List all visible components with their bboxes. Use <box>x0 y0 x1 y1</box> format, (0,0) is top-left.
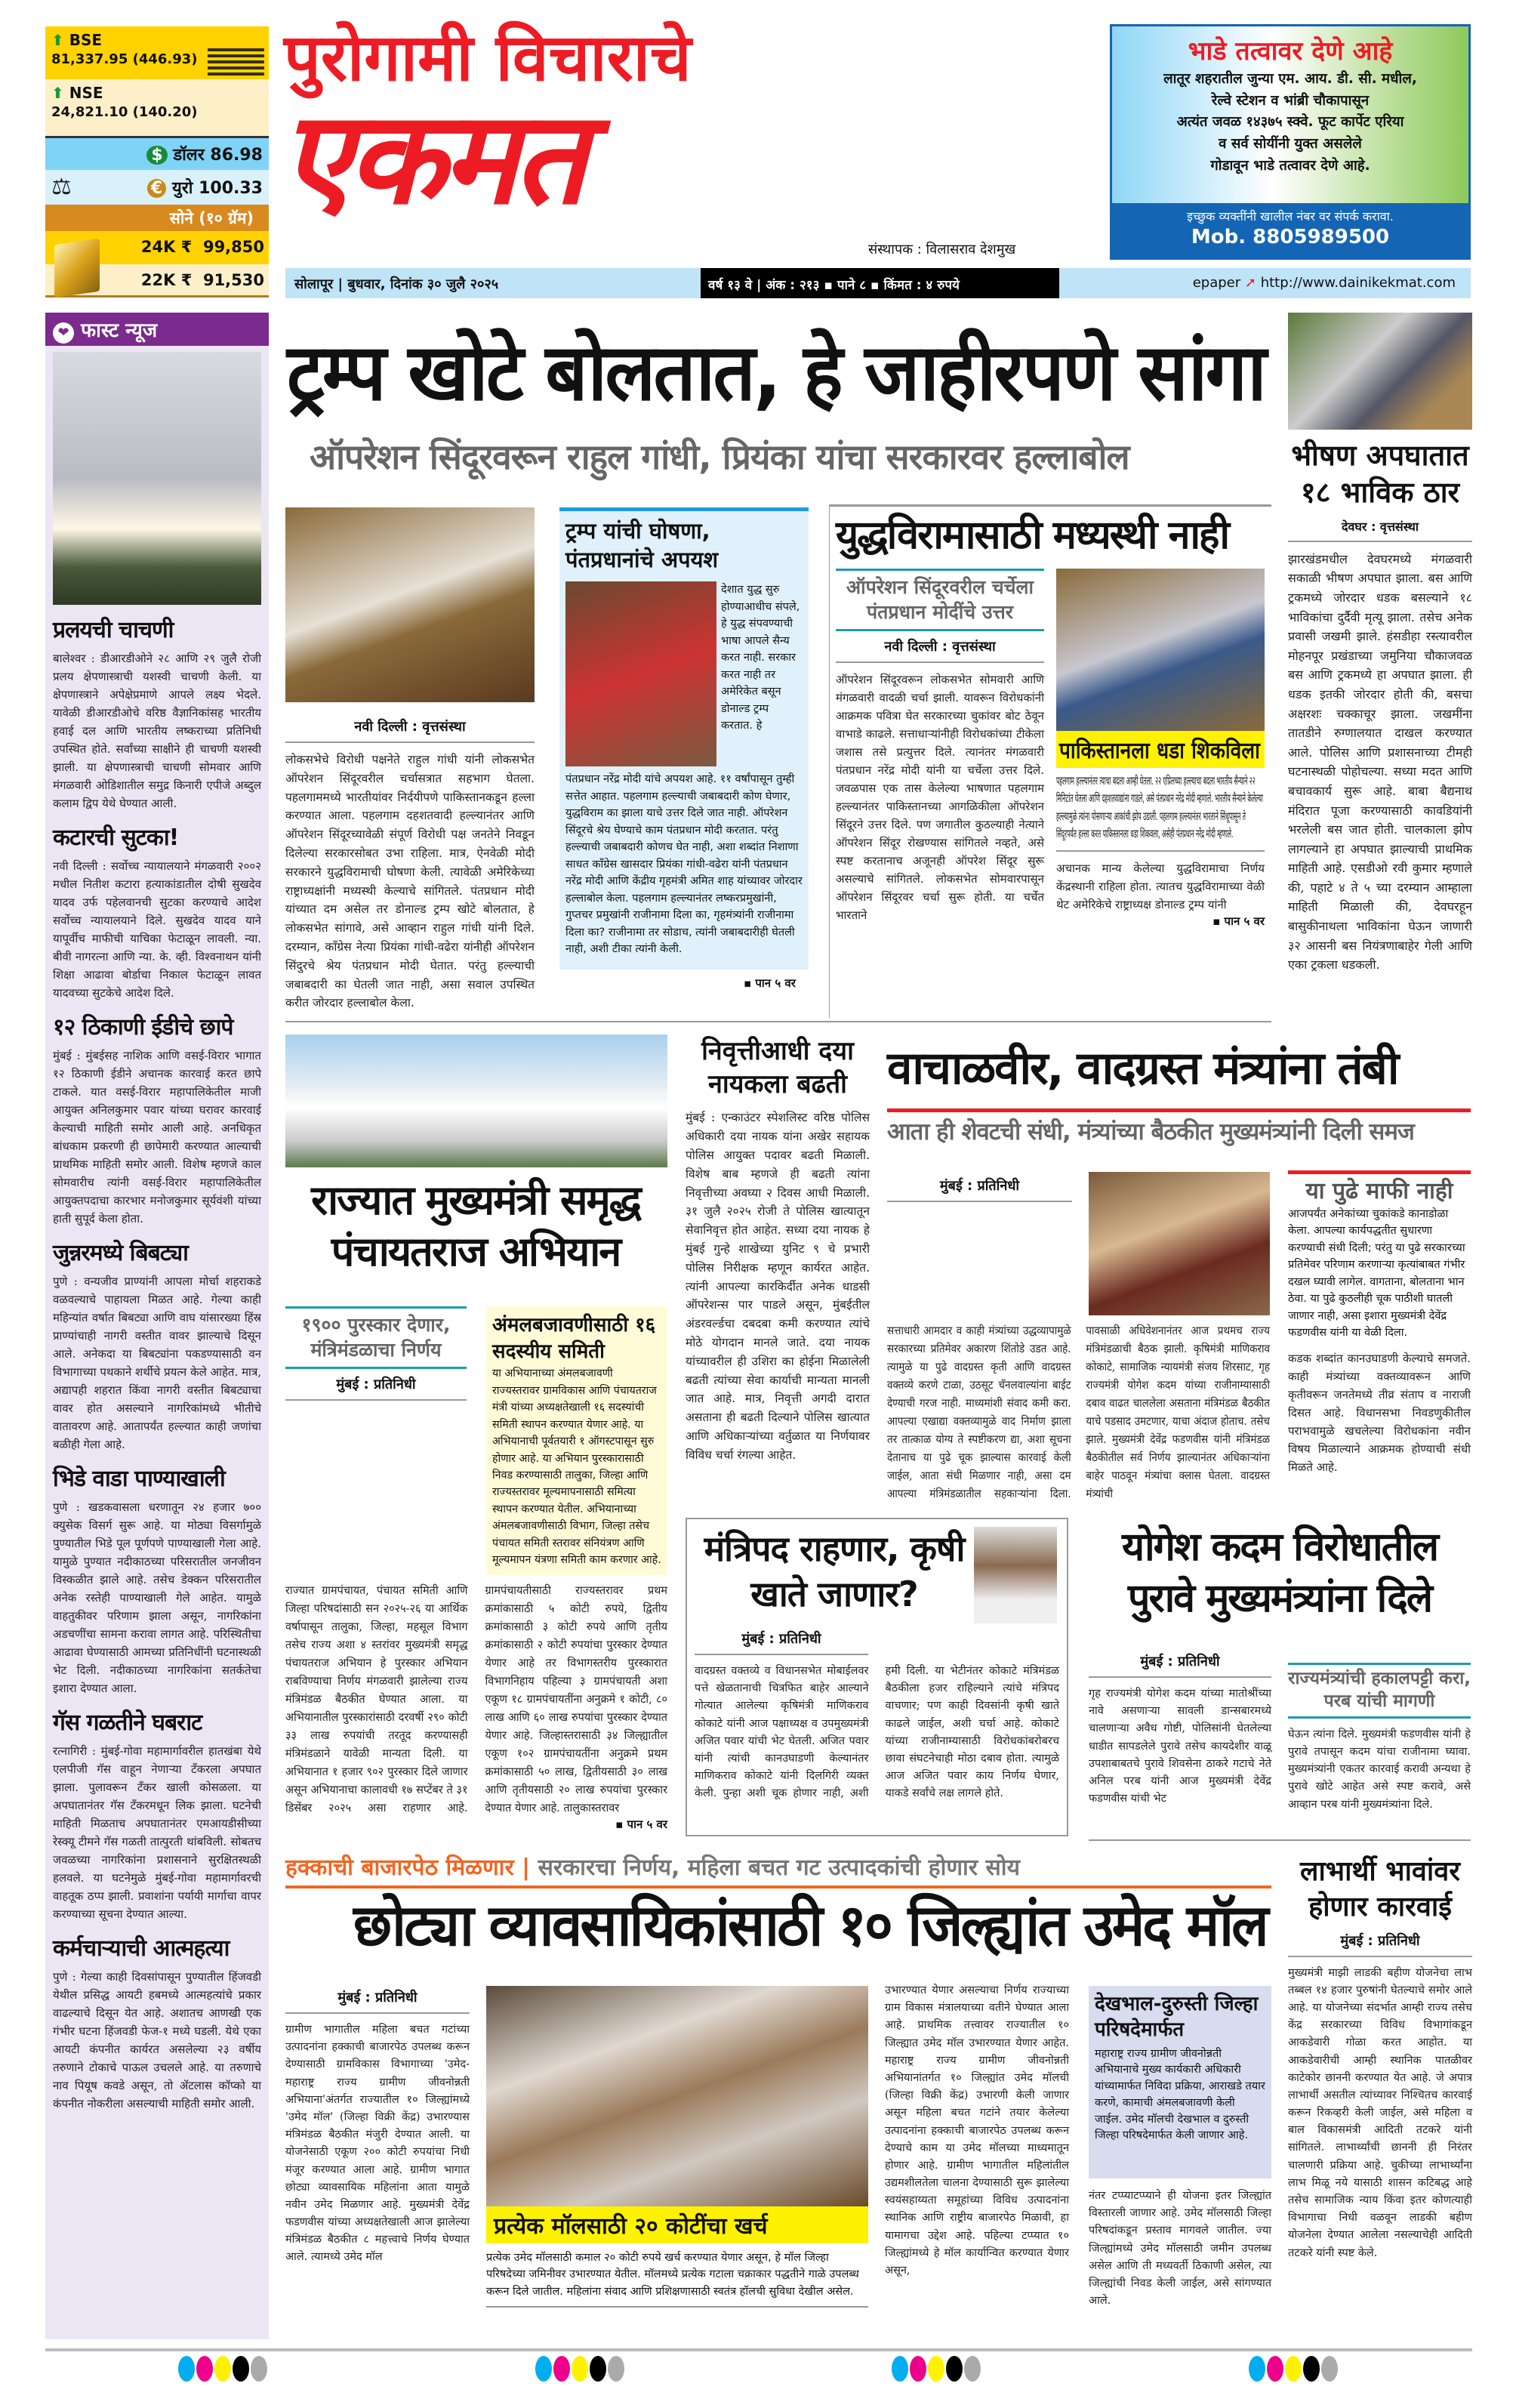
panchayat-article <box>285 1306 667 1832</box>
mall-headline: छोट्या व्यावसायिकांसाठी १० जिल्ह्यांत उमेद मॉल <box>353 1892 1267 1959</box>
fast-news-text: नवी दिल्ली : सर्वोच्च न्यायालयाने मंगळवारी २००२ मधील नितीश कटारा हत्याकांडातील दोषी सुखदेव यादव उर्फ पहेलवानची सुटका करण्याचे आदेश सर्वोच्च न्यायालयाने दिले. सुखदेव यादव याने यापूर्वीच माफीची याचिका फेटाळून लावली. न्या. बीवी नागरत्ना आणि न्या. के. व्ही. विश्वनाथन यांनी शिक्षा आढावा बोर्डाचा निकाल फेटाळून लावत यादवच्या सुटकेचे आदेश दिले. <box>53 859 261 1000</box>
orange-rule <box>285 1885 1271 1888</box>
ministers-headline: वाचाळवीर, वादग्रस्त मंत्र्यांना तंबी <box>887 1042 1398 1095</box>
gold-bar-icon <box>54 239 100 298</box>
nse-block <box>45 79 269 138</box>
classified-ad <box>1110 24 1471 260</box>
fast-news-header: ❤ फास्ट न्यूज <box>45 313 269 346</box>
kadam-article: मुंबई : प्रतिनिधी गृह राज्यमंत्री योगेश कदम यांच्या मातोश्रींच्या नावे असणाऱ्या सावली डान्सबारमध्ये चालणाऱ्या अवैध गोष्टी, पोलिसांनी घेतलेल्या धाडीत सापडलेले पुरावे तसेच कायदेशीर वाळू उपशाबाबतचे पुरावे शिवसेना ठाकरे गटाचे नेते अनिल परब यांनी आज मुख्यमंत्री देवेंद्र फडणवीस यांची भेट राज्यमंत्र्यांची हकालपट्टी करा, परब यांची मागणी घेऊन त्यांना दिले. मुख्यमंत्री फडणवीस यांनी हे पुरावे तपासून कदम यांचा राजीनामा घ्यावा. मुख्यमंत्र्यांनी एकतर कारवाई करावी अन्यथा हे पुरावे खोटे आहेत असे स्पष्ट करावे, असे आव्हान परब यांनी मुख्यमंत्र्यांना दिले. <box>1089 1646 1471 1814</box>
accident-article <box>1288 313 1472 975</box>
ad-lines <box>1112 69 1468 177</box>
no-pardon-box: या पुढे माफी नाही आजपर्यंत अनेकांच्या चुकांकडे कानाडोळा केला. आपल्या कार्यपद्धतीत सुधारणा करण्याची संधी दिली; परंतु या पुढे सरकारच्या प्रतिमेवर परिणाम करणाऱ्या कृत्यांबाबत गंभीर दखल घ्यावी लागेल. वागताना, बोलताना भान ठेवा. या पुढे कुठलीही चूक पाठीशी घातली जाणार नाही, असा इशारा मुख्यमंत्री देवेंद्र फडणवीस यांनी या वेळी दिला. कडक शब्दांत कानउघाडणी केल्याचे समजते. काही मंत्र्यांच्या वक्तव्यावरून आणि कृतीवरून जनतेमध्ये तीव्र संताप व नाराजी दिसत आहे. विधानसभा निवडणुकीतील पराभवामुळे खचलेल्या विरोधकांना नवीन विषय मिळाल्याने आक्रमक होण्याची संधी मिळते आहे. <box>1288 1170 1471 1476</box>
ceasefire-caption: पाकिस्तानला धडा शिकविला <box>1059 738 1260 764</box>
rahul-gandhi-photo <box>285 507 535 702</box>
dollar-value: 86.98 <box>210 146 263 165</box>
accident-photo <box>1288 313 1472 430</box>
ad-contact: इच्छुक व्यक्तींनी खालील नंबर वर संपर्क करावा. Mob. 8805989500 <box>1112 203 1468 257</box>
ad-line: गोडावून भाडे तत्वावर देणे आहे. <box>1210 157 1370 174</box>
missile-photo <box>53 352 261 605</box>
ad-title: भाडे तत्वावर देणे आहे <box>1188 36 1393 66</box>
mall-caption: प्रत्येक मॉलसाठी २० कोटींचा खर्च <box>494 2213 768 2240</box>
fast-news-item <box>53 1013 261 1228</box>
euro-value: 100.33 <box>199 179 263 198</box>
divider <box>1089 1839 1471 1841</box>
nse-label: NSE <box>69 84 103 102</box>
article-body: झारखंडमधील देवघरमध्ये मंगळवारी सकाळी भीषण अपघात झाला. बस आणि ट्रकमध्ये जोरदार धडक बसल्याने १८ भाविकांचा दुर्दैवी मृत्यू झाला. तसेच अनेक प्रवासी जखमी झाले. हंसडीहा रस्त्यावरील मोहनपूर प्रखंडाच्या जमुनिया चौकाजवळ बस आणि ट्रकमध्ये हा अपघात झाला. ही धडक इतकी जोरदार होती की, बसचा अक्षरशः चक्काचूर झाला. जखमींना तातडीने रुग्णालयात दाखल करण्यात आले. पोलिस आणि प्रशासनाच्या टीमही घटनास्थळी पोहोचल्या. सध्या मदत आणि बचावकार्य सुरू आहे. बाबा बैद्यनाथ मंदिरात पूजा करण्यासाठी कावडियांनी भरलेली बस जात होती. चालकाला झोप लागल्याने हा अपघात झाल्याची प्राथमिक माहिती आहे. एसडीओ रवी कुमार म्हणाले की, पहाटे ४ ते ५ च्या दरम्यान आम्हाला माहिती मिळाली की, देवघरहून बासुकीनाथला भाविकांना घेऊन जाणारी ३२ आसनी बस नियंत्रणाबाहेर गेली आणि एका ट्रकला धडकली. <box>1288 551 1472 973</box>
dollar-icon: $ <box>146 146 167 165</box>
issue-bar <box>701 268 1059 298</box>
article-body: मुख्यमंत्री माझी लाडकी बहीण योजनेचा लाभ तब्बल १४ हजार पुरुषांनी घेतल्याचे समोर आले आहे. या योजनेच्या संदर्भात आम्ही राज्य तसेच केंद्र सरकारच्या विविध विभागांकडून आकडेवारी गोळा करत आहोत. या आकडेवारीची आम्ही स्थानिक पातळीवर काटेकोर छाननी करण्यात येत आहे. जे अपात्र लाभार्थी असतील त्यांच्यावर निश्चितच कारवाई करून रिकव्हरी केली जाईल, असे महिला व बाल विकासमंत्री आदिती तटकरे यांनी सांगितले. लाभार्थ्यांची छाननी ही निरंतर चालणारी प्रक्रिया आहे. चुकीच्या लाभार्थ्यांना लाभ मिळू नये यासाठी शासन कटिबद्ध आहे तसेच सामाजिक न्याय किंवा इतर कोणत्याही विभागाचा निधी वळवून लाडकी बहीण योजनेला देण्यात आलेला नसल्याचेही आदिती तटकरे यांनी स्पष्ट केले. <box>1288 1966 1472 2259</box>
footer-rule <box>45 2348 1472 2351</box>
fast-news-text: मुंबई : मुंबईसह नाशिक आणि वसई-विरार भागात १२ ठिकाणी ईडीने अचानक कारवाई करत छापे टाकले. यात वसई-विरार महापालिकेतील माजी आयुक्त अनिलकुमार पवार यांच्या घरावर कारवाई केल्याची माहिती समोर आली आहे. अनधिकृत बांधकाम प्रकरणी ही छापेमारी करण्यात आल्याची प्राथमिक माहिती समोर आली. विशेष म्हणजे काल सोमवारीच त्यांनी वसई-विरार महापालिकेतील आयुक्तपदाचा कारभार मनोजकुमार सूर्यवंशी यांच्या हाती सुपूर्द केला होता. <box>53 1049 261 1226</box>
ladki-bahin-article <box>1288 1855 1472 2262</box>
daya-nayak-article <box>686 1034 870 1465</box>
dateline: मुंबई : प्रतिनिधी <box>887 1170 1072 1202</box>
ad-mobile: Mob. 8805989500 <box>1191 226 1390 248</box>
ceasefire-article: युद्धविरामासाठी मध्यस्थी नाही ऑपरेशन सिंदूरवरील चर्चेला पंतप्रधान मोदींचे उत्तर नवी दिल्ली : वृत्तसंस्था ऑपरेशन सिंदूरवरून लोकसभेत सोमवारी आणि मंगळवारी वादळी चर्चा झाली. यावरून विरोधकांनी आक्रमक पवित्रा घेत सरकारच्या चुकांवर बोट ठेवून वाभाडे काढले. सत्ताधाऱ्यांनीही विरोधकांच्या टीकेला जशास तसे प्रत्युत्तर दिले. त्यानंतर मंगळवारी पंतप्रधान नरेंद्र मोदी यांनी या चर्चेला उत्तर दिले. जवळपास एक तास केलेल्या भाषणात पहलगाम हल्ल्यानंतर पाकिस्तानच्या आगळिकीला ऑपरेशन सिंदूरने उत्तर दिले. पण जगातील कुठल्याही नेत्याने ऑपरेशन सिंदूर रोखण्यास सांगितले नव्हते, असे स्पष्ट करतानाच अजूनही ऑपरेश सिंदूर सुरू असल्याचे सांगितले. लोकसभेत सोमवारपासून ऑपरेशन सिंदूरवर चर्चा सुरू होती. या चर्चेत भारताने पाकिस्तानला धडा शिकविला पहलगाम हल्ल्यानंतर त्याचा बदला आम्ही घेतला. २२ एप्रिलच्या हल्ल्याचा बदला भारतीय सैन्याने २२ मिनिटांत घेतला आणि दहशतवाद्यांना गाडले, असे पंतप्रधान नरेंद्र मोदी म्हणाले. भारतीय सैन्याने केलेल्या हल्ल्यामुळे त्यांना पोसणाऱ्या आकांची झोप उडाली. पहलगाम हल्ल्यानंतर भारताने सिंधूपासून ते सिंदूरपर्यंत हल्ला करत पाकिस्तानला धडा शिकवला, असेही पंतप्रधान नरेंद्र मोदी म्हणाले. अचानक मान्य केलेल्या युद्धविरामाचा निर्णय केंद्रस्थानी राहिला होता. त्यातच युद्धविरामाच्या वेळी थेट अमेरिकेचे राष्ट्राध्यक्ष डोनाल्ड ट्रम्प यांनी ▪ पान ५ वर <box>829 504 1271 1018</box>
euro-block <box>45 170 269 205</box>
committee-box: अंमलबजावणीसाठी १६ सदस्यीय समिती या अभियानाच्या अंमलबजावणी राज्यस्तरावर ग्रामविकास आणि पंचायतराज मंत्री यांच्या अध्यक्षतेखाली १६ सदस्यांची समिती स्थापन करण्यात येणार आहे. या अभियानाची पूर्वतयारी १ ऑगस्टपासून सुरु होणार आहे. या अभियान पुरस्कारासाठी निवड करण्यासाठी तालुका, जिल्हा आणि राज्यस्तरावर मूल्यमापनासाठी समित्या स्थापन करण्यात येतील. अभियानाच्या अंमलबजावणीसाठी विभाग, जिल्हा तसेच पंचायत समिती स्तरावर संनियंत्रण आणि मूल्यमापन यंत्रणा समिती काम करणार आहे. <box>486 1306 667 1575</box>
dateline: मुंबई : प्रतिनिधी <box>285 1982 470 2014</box>
fadnavis-photo <box>1089 1172 1270 1315</box>
priyanka-side-text: देशात युद्ध सुरु होण्याआधीच संपले, हे युद्ध संपवण्याची भाषा आपले सैन्य करत नाही. सरकार करत नाही तर अमेरिकेत बसून डोनाल्ड ट्रम्प करतात. हे <box>721 584 800 732</box>
dateline: मुंबई : प्रतिनिधी <box>695 1623 868 1655</box>
mall-kicker: हक्काची बाजारपेठ मिळणार | सरकारचा निर्णय, महिला बचत गट उत्पादकांची होणार सोय <box>285 1855 1020 1881</box>
mall-article: मुंबई : प्रतिनिधी ग्रामीण भागातील महिला बचत गटांच्या उत्पादनांना हक्काची बाजारपेठ उपलब्ध करून देण्यासाठी ग्रामविकास विभागाच्या 'उमेद-महाराष्ट्र राज्य ग्रामीण जीवनोन्नती अभियाना'अंतर्गत राज्यातील १० जिल्ह्यांमध्ये 'उमेद मॉल' (जिल्हा विक्री केंद्र) उभारण्यास मंत्रिमंडळ बैठकीत मंजुरी देण्यात आली. या योजनेसाठी एकूण २०० कोटी रुपयांचा निधी मंजूर करण्यात आला आहे. ग्रामीण भागात छोट्या व्यावसायिक महिलांना आता यामुळे नवीन उमेद मिळणार आहे. मुख्यमंत्री देवेंद्र फडणवीस यांच्या अध्यक्षतेखाली आज झालेल्या मंत्रिमंडळ बैठकीत ८ महत्त्वाचे निर्णय घेण्यात आले. त्यामध्ये उमेद मॉल प्रत्येक मॉलसाठी २० कोटींचा खर्च प्रत्येक उमेद मॉलसाठी कमाल २० कोटी रुपये खर्च करण्यात येणार असून, हे मॉल जिल्हा परिषदेच्या जमिनीवर उभारण्यात येतील. मॉलमध्ये प्रत्येक गटाला चक्राकार पद्धतीने गाळे उपलब्ध करून दिले जातील. महिलांना संवाद आणि प्रशिक्षणासाठी स्वतंत्र हॉलची सुविधा देखील असेल. उभारण्यात येणार असल्याचा निर्णय राज्याच्या ग्राम विकास मंत्रालयाच्या वतीने घेण्यात आला आहे. प्राथमिक तत्त्वावर राज्यातील १० जिल्ह्यात उमेद मॉल उभारण्यात येणार आहेत. महाराष्ट्र राज्य ग्रामीण जीवनोन्नती अभियानांतर्गत १० जिल्ह्यांत उमेद मॉलची (जिल्हा विक्री केंद्र) उभारणी केली जाणार असून महिला बचत गटांने तयार केलेल्या उत्पादनांना हक्काची बाजारपेठ उपलब्ध करून देण्याचे काम या उमेद मॉलच्या माध्यमातून होणार आहे. ग्रामीण भागातील महिलांतील उद्यमशीलतेला चालना देण्यासाठी सुरू झालेल्या स्वयंसहाय्यता समूहांच्या विविध उत्पादनांना स्थानिक आणि राष्ट्रीय बाजारपेठ मिळावी, हा यामागचा उद्देश आहे. पहिल्या टप्प्यात १० जिल्ह्यांमध्ये हे मॉल कार्यान्वित करण्यात येणार असून, देखभाल-दुरुस्ती जिल्हा परिषदेमार्फत महाराष्ट्र राज्य ग्रामीण जीवनोन्नती अभियानाचे मुख्य कार्यकारी अधिकारी यांच्यामार्फत निविदा प्रक्रिया, आराखडे तयार करणे, कामाची अंमलबजावणी केली जाईल. उमेद मॉलची देखभाल व दुरुस्ती जिल्हा परिषदेमार्फत केली जाणार आहे. नंतर टप्प्याटप्प्याने ही योजना इतर जिल्ह्यांत विस्तारली जाणार आहे. उमेद मॉलसाठी जिल्हा परिषदांकडून प्रस्ताव मागवले जातील. ज्या जिल्ह्यांमध्ये उमेद मॉलसाठी जमीन उपलब्ध असेल आणि ती मध्यवर्ती ठिकाणी असेल, त्या जिल्ह्यांची निवड केली जाईल, असे सांगण्यात आले. <box>285 1982 1271 2337</box>
modi-photo <box>1056 569 1265 731</box>
kokate-headline: मंत्रिपद राहणार, कृषी खाते जाणार? <box>704 1528 965 1614</box>
fast-news-item <box>53 1708 261 1923</box>
fast-news-text: पुणे : खडकवासला धरणातून २४ हजार ७०० क्युसेक विसर्ग सुरू आहे. या मोठ्या विसर्गामुळे पुण्यातील भिडे पूल पूर्णपणे पाण्याखाली गेला आहे. यामुळे पुण्यात नदीकाठच्या परिसरातील जनजीवन विस्कळीत झाले आहे. तसेच डेक्कन परिसरातील अनेक रस्तेही पाण्याखाली गेले आहेत. यामुळे वाहतुकीवर परिणाम झाला असून, नागरिकांना अडचणींचा सामना करावा लागत आहे. परिस्थितीचा आढावा घेण्यासाठी आमच्या प्रतिनिधींनी घटनास्थळी भेट दिली. नदीकाठच्या नागरिकांना सतर्कतेचा इशारा देण्यात आला. <box>53 1500 261 1695</box>
divider <box>1056 850 1265 852</box>
gold-24k-value: 99,850 <box>202 238 264 256</box>
article-body: गृह राज्यमंत्री योगेश कदम यांच्या मातोश्रींच्या नावे असणाऱ्या सावली डान्सबारमध्ये चालणाऱ्या अवैध गोष्टी, पोलिसांनी घेतलेल्या धाडीत सापडलेले पुरावे तसेच कायदेशीर वाळू उपशाबाबतचे पुरावे शिवसेना ठाकरे गटाचे नेते अनिल परब यांनी आज मुख्यमंत्री देवेंद्र फडणवीस यांची भेट <box>1089 1688 1271 1805</box>
dateline: देवघर : वृत्तसंस्था <box>1288 512 1472 542</box>
fast-news-item <box>53 615 261 812</box>
article-body: ऑपरेशन सिंदूरवरून लोकसभेत सोमवारी आणि मंगळवारी वादळी चर्चा झाली. यावरून विरोधकांनी आक्रमक पवित्रा घेत सरकारच्या चुकांवर बोट ठेवून वाभाडे काढले. सत्ताधाऱ्यांनीही विरोधकांच्या टीकेला जशास तसे प्रत्युत्तर दिले. त्यानंतर मंगळवारी पंतप्रधान नरेंद्र मोदी यांनी या चर्चेला उत्तर दिले. जवळपास एक तास केलेल्या भाषणात पहलगाम हल्ल्यानंतर पाकिस्तानच्या आगळिकीला ऑपरेशन सिंदूरने उत्तर दिले. पण जगातील कुठल्याही नेत्याने ऑपरेशन सिंदूर रोखण्यास सांगितले नव्हते, असे स्पष्ट करतानाच अजूनही ऑपरेश सिंदूर सुरू असल्याचे सांगितले. लोकसभेत सोमवारपासून ऑपरेशन सिंदूरवर चर्चा सुरू होती. या चर्चेत भारताने <box>836 673 1044 922</box>
date-bar <box>285 268 1471 298</box>
cursor-icon: ➚ <box>1244 275 1256 291</box>
masthead-tagline: पुरोगामी विचाराचे <box>284 20 692 96</box>
market-box <box>45 26 269 298</box>
fast-news-title: जुन्नरमध्ये बिबट्या <box>53 1240 188 1266</box>
article-body: सत्ताधारी आमदार व काही मंत्र्यांच्या उद्धव्यापामुळे सरकारच्या प्रतिमेवर अकारण शिंतोडे उडत आहे. त्यामुळे या पुढे वादग्रस्त कृती आणि वादग्रस्त वक्तव्ये करणे टाळा, उठसूट चॅनलवाल्यांना बाईट देण्याची गरज नाही. माध्यमांशी संवाद कमी करा. आपल्या एखाद्या वक्तव्यामुळे वाद निर्माण झाला तर तात्काळ योग्य ते स्पष्टीकरण द्या, अशा सूचना देतानाच या पुढे चूक झाल्यास कारवाई केली जाईल, आता संधी मिळणार नाही, असा दम आपल्या मंत्रिमंडळातील सहकाऱ्यांना दिला. पावसाळी अधिवेशनानंतर आज प्रथमच राज्य मंत्रिमंडळाची बैठक झाली. कृषिमंत्री माणिकराव कोकाटे, सामाजिक न्यायमंत्री संजय शिरसाट, गृह राज्यमंत्री योगेश कदम यांच्या राजीनाम्यासाठी दबाव वाढत चाललेला असताना मंत्रिमंडळ बैठकीत याचे पडसाद उमटणार, याचा अंदाज होताच. तसेच झाले. मुख्यमंत्री देवेंद्र फडणवीस यांनी मंत्रिमंडळ बैठकीतील सर्व निर्णय झाल्यानंतर अधिकाऱ्यांना बाहेर पाठवून मंत्र्यांचा क्लास घेतला. वादग्रस्त मंत्र्यांची <box>887 1324 1270 1500</box>
lokmat-logo-icon: ❤ <box>53 322 74 344</box>
article-body: राज्यात ग्रामपंचायत, पंचायत समिती आणि जिल्हा परिषदांसाठी सन २०२५-२६ या आर्थिक वर्षापासून तालुका, जिल्हा, महसूल विभाग तसेच राज्य अशा ४ स्तरांवर मुख्यमंत्री समृद्ध पंचायतराज अभियान हे पुरस्कार अभियान राबविण्याचा निर्णय मंगळवारी झालेल्या राज्य मंत्रिमंडळ बैठकीत घेण्यात आला. या अभियानातील पुरस्कारांसाठी दरवर्षी २९० कोटी ३३ लाख रुपयांची तरतूद करण्यासही मंत्रिमंडळाने यावेळी मान्यता दिली. या अभियानात १ हजार ९०२ पुरस्कार दिले जाणार असून अभियानाचा कालावधी १७ सप्टेंबर ते ३१ डिसेंबर २०२५ असा राहणार आहे. ग्रामपंचायतीसाठी राज्यस्तरावर प्रथम क्रमांकासाठी ५ कोटी रुपये, द्वितीय क्रमांकासाठी ३ कोटी रुपये आणि तृतीय क्रमांकासाठी २ कोटी रुपयांचा पुरस्कार देण्यात येणार आहे तर विभागस्तरीय पुरस्कारात विभागनिहाय पहिल्या ३ ग्रामपंचायती अशा एकूण १८ ग्रामपंचायतींना अनुक्रमे १ कोटी, ८० लाख आणि ६० लाख रुपयांचा पुरस्कार देण्यात येणार आहे. जिल्हास्तरासाठी ३४ जिल्ह्यातील एकूण १०२ ग्रामपंचायतींना अनुक्रमे प्रथम क्रमांकासाठी ५० लाख, द्वितीयसाठी ३० लाख आणि तृतीयसाठी २० लाख रुपयांचा पुरस्कार देण्यात येणार आहे. तालुकास्तरावर <box>285 1583 667 1814</box>
ceasefire-headline: युद्धविरामासाठी मध्यस्थी नाही <box>836 513 1228 558</box>
kadam-headline: योगेश कदम विरोधातील पुरावे मुख्यमंत्र्यांना दिले <box>1121 1525 1438 1621</box>
fast-news-item <box>53 1934 261 2113</box>
divider <box>285 1021 1271 1022</box>
fast-news-item <box>53 823 261 1002</box>
gold-header: सोने (१० ग्रॅम) <box>45 205 269 231</box>
ministers-article <box>887 1170 1471 1503</box>
color-dots-icon <box>535 2356 626 2385</box>
epaper-link[interactable]: epaper ➚ http://www.dainikekmat.com <box>1192 275 1456 291</box>
fast-news-title: कटारची सुटका! <box>53 825 179 851</box>
issue-info: वर्ष १३ वे | अंक : २१३ ▪ पाने ८ ▪ किंमत : ४ रुपये <box>708 278 960 293</box>
mall-photo <box>486 1986 868 2206</box>
bse-value: 81,337.95 (446.93) <box>51 51 198 67</box>
euro-icon: € <box>147 179 166 198</box>
ladki-headline: लाभार्थी भावांवर होणार कारवाई <box>1300 1856 1460 1922</box>
edition-date: सोलापूर | बुधवार, दिनांक ३० जुलै २०२५ <box>294 276 499 292</box>
kokate-article <box>686 1518 1068 1836</box>
priyanka-body: पंतप्रधान नरेंद्र मोदी यांचे अपयश आहे. ११ वर्षांपासून तुम्ही सत्तेत आहात. पहलगाम हल्ल्याची जबाबदारी कोण घेणार, युद्धविराम का झाला याचे उत्तर दिले जात नाही. ऑपरेशन सिंदूरचे श्रेय घेण्याचे काम पंतप्रधान मोदी करतात. परंतु हल्ल्याची जबाबदारी कोणच घेत नाही, अशा शब्दांत निशाणा साधत कॉंग्रेस खासदार प्रियंका गांधी-वढेरा यांनी पंतप्रधान नरेंद्र मोदी आणि केंद्रीय गृहमंत्री अमित शाह यांच्यावर जोरदार हल्लाबोल केला. पहलगाम हल्ल्यानंतर लष्करप्रमुखांनी, गुप्तचर प्रमुखांनी राजीनामा दिला का, गृहमंत्र्यांनी राजीनामा दिला का? राजीनामा तर सोडाच, त्यांनी जबाबदारीही घेतली नाही, अशी टीका त्यांनी केली. <box>565 773 803 956</box>
ceasefire-side-text: पहलगाम हल्ल्यानंतर त्याचा बदला आम्ही घेतला. २२ एप्रिलच्या हल्ल्याचा बदला भारतीय सैन्याने २२ मिनिटांत घेतला आणि दहशतवाद्यांना गाडले, असे पंतप्रधान नरेंद्र मोदी म्हणाले. भारतीय सैन्याने केलेल्या हल्ल्यामुळे त्यांना पोसणाऱ्या आकांची झोप उडाली. पहलगाम हल्ल्यानंतर भारताने सिंधूपासून ते सिंदूरपर्यंत हल्ला करत पाकिस्तानला धडा शिकवला, असेही पंतप्रधान नरेंद्र मोदी म्हणाले. <box>1056 774 1263 840</box>
color-dots-icon <box>1249 2356 1339 2385</box>
continued-link[interactable]: ▪ पान ५ वर <box>744 976 796 990</box>
daya-headline: निवृत्तीआधी दया नायकला बढती <box>701 1036 854 1100</box>
kokate-photo <box>974 1527 1057 1623</box>
priyanka-box <box>559 507 809 970</box>
fast-news-text: बालेश्वर : डीआरडीओने २८ आणि २९ जुलै रोजी प्रलय क्षेपणास्त्राची यशस्वी चाचणी केली. या क्षेपणास्त्राने अपेक्षेप्रमाणे आपले लक्ष्य भेदले. यावेळी डीआरडीओचे वरिष्ठ वैज्ञानिकांसह भारतीय हवाई दल आणि भारतीय लष्कराच्या प्रतिनिधी उपस्थित होते. सर्वांच्या साक्षीने ही चाचणी यशस्वी झाली. या क्षेपणास्त्राची चाचणी सोमवार आणि मंगळवारी ओडिशातील समुद्र किनारी एपीजे अब्दुल कलाम द्विप येथे घेण्यात आली. <box>53 652 261 810</box>
fast-news-title: कर्मचाऱ्याची आत्महत्या <box>53 1935 230 1962</box>
dateline: मुंबई : प्रतिनिधी <box>1089 1646 1271 1678</box>
gold-22k: 22K ₹ 91,530 <box>45 264 269 298</box>
ceasefire-subhead: ऑपरेशन सिंदूरवरील चर्चेला पंतप्रधान मोदींचे उत्तर <box>836 569 1044 631</box>
ministers-subhead: आता ही शेवटची संधी, मंत्र्यांच्या बैठकीत मुख्यमंत्र्यांनी दिली समज <box>887 1118 1414 1145</box>
red-rule <box>887 1108 1471 1112</box>
article-body: लोकसभेचे विरोधी पक्षनेते राहुल गांधी यांनी लोकसभेत ऑपरेशन सिंदूरवरील चर्चासत्रात सहभाग घेतला. पहलगाममध्ये भारतीयांवर निर्दयीपणे पाकिस्तानकडून हल्ला करण्यात आला. पहलगाम दहशतवादी हल्ल्यानंतर आणि ऑपरेशन सिंदूरच्यावेळी संपूर्ण विरोधी पक्ष जनतेने निवडून दिलेल्या सरकारसोबत उभा राहिला. मात्र, ऐनवेळी मोदी सरकारने युद्धविरामाची घोषणा केली. त्यावेळी अमेरिकेच्या राष्ट्राध्यक्षांनी मध्यस्थी केल्याचे सांगितले. पंतप्रधान मोदी यांच्यात दम असेल तर डोनाल्ड ट्रम्प खोटे बोलतात, हे लोकसभेत सांगावे, असे आव्हान राहुल गांधी यांनी दिले. दरम्यान, कॉंग्रेस नेत्या प्रियंका गांधी-वढेरा यांनीही ऑपरेशन सिंदुरचे श्रेय पंतप्रधान मोदी घेतात. परंतु हल्ल्याची जबाबदारी का घेतली जात नाही, असा सवाल उपस्थित करीत जोरदार हल्लाबोल केला. <box>285 753 535 1010</box>
fast-news-title: गॅस गळतीने घबराट <box>53 1710 202 1736</box>
registration-marks <box>45 2356 1472 2385</box>
mantralaya-photo <box>285 1034 667 1167</box>
panchayat-headline: राज्यात मुख्यमंत्री समृद्ध पंचायतराज अभियान <box>311 1176 640 1275</box>
dateline: मुंबई : प्रतिनिधी <box>285 1369 467 1401</box>
lead-article <box>285 507 535 1013</box>
dateline: नवी दिल्ली : वृत्तसंस्था <box>285 711 535 743</box>
article-body: ग्रामीण भागातील महिला बचत गटांच्या उत्पादनांना हक्काची बाजारपेठ उपलब्ध करून देण्यासाठी ग्रामविकास विभागाच्या 'उमेद-महाराष्ट्र राज्य ग्रामीण जीवनोन्नती अभियाना'अंतर्गत राज्यातील १० जिल्ह्यांमध्ये 'उमेद मॉल' (जिल्हा विक्री केंद्र) उभारण्यास मंत्रिमंडळ बैठकीत मंजुरी देण्यात आली. या योजनेसाठी एकूण २०० कोटी रुपयांचा निधी मंजूर करण्यात आला आहे. ग्रामीण भागात छोट्या व्यावसायिक महिलांना आता यामुळे नवीन उमेद मिळणार आहे. मुख्यमंत्री देवेंद्र फडणवीस यांच्या अध्यक्षतेखाली आज झालेल्या मंत्रिमंडळ बैठकीत ८ महत्त्वाचे निर्णय घेण्यात आले. त्यामध्ये उमेद मॉल <box>285 2024 470 2264</box>
dateline: नवी दिल्ली : वृत्तसंस्था <box>836 631 1044 663</box>
article-body: मुंबई : एन्काउंटर स्पेशलिस्ट वरिष्ठ पोलिस अधिकारी दया नायक यांना अखेर सहायक पोलिस आयुक्त पदावर बढती मिळाली. विशेष बाब म्हणजे ही बढती त्यांना निवृत्तीच्या अवघ्या २ दिवस आधी मिळाली. ३१ जुलै २०२५ रोजी ते पोलिस खात्यातून सेवानिवृत्त होत आहेत. सध्या दया नायक हे मुंबई गुन्हे शाखेच्या युनिट ९ चे प्रभारी पोलिस निरीक्षक म्हणून कार्यरत आहेत. त्यांनी आपल्या कारकिर्दीत अनेक धाडसी ऑपरेशन्स पार पाडले असून, मुंबईतील अंडरवर्ल्डचा दबदबा कमी करण्यात त्यांचे मोठे योगदान मानले जाते. दया नायक यांच्यावरील ही उशिरा का होईना मिळालेली बढती त्यांच्या सेवा कार्याची मान्यता मानली जात आहे. मात्र, निवृत्ती अगदी दारात असताना ही बढती दिल्याने पोलिस खात्यात आणि अधिकाऱ्यांच्या वर्तुळात या निर्णयावर विविध चर्चा रंगल्या आहेत. <box>686 1111 870 1462</box>
scale-icon: ⚖ <box>51 174 72 200</box>
ad-line: रेल्वे स्टेशन व भांब्री चौकापासून <box>1211 92 1370 109</box>
bse-label: BSE <box>69 31 103 49</box>
priyanka-gandhi-photo <box>565 581 716 766</box>
fast-news-title: भिडे वाडा पाण्याखाली <box>53 1466 225 1492</box>
gold-22k-value: 91,530 <box>202 271 264 289</box>
ad-line: लातूर शहरातील जुन्या एम. आय. डी. सी. मधील, <box>1163 71 1417 87</box>
accident-headline: भीषण अपघातात १८ भाविक ठार <box>1291 439 1469 510</box>
fast-news-text: पुणे : गेल्या काही दिवसांपासून पुण्यातील हिंजवडी येथील प्रसिद्ध आयटी हबमध्ये आत्महत्यांचे प्रकार वाढल्याचे दिसून येत आहे. अशातच आणखी एक गंभीर घटना हिंजवडी फेज-१ मध्ये घडली. येथे एका आयटी कंपनीत कार्यरत असलेल्या २३ वर्षीय तरुणाने टोकाचे पाऊल उचलले आहे. या तरुणाचे नाव पियूष कवडे असून, तो ॲटलास कॉप्को या कंपनीत नोकरीला असल्याची माहिती समोर आली. <box>53 1970 261 2110</box>
fast-news-column <box>45 313 269 2339</box>
ad-line: व सर्व सोयींनी युक्त असलेले <box>1219 136 1362 153</box>
maintenance-box: देखभाल-दुरुस्ती जिल्हा परिषदेमार्फत महाराष्ट्र राज्य ग्रामीण जीवनोन्नती अभियानाचे मुख्य कार्यकारी अधिकारी यांच्यामार्फत निविदा प्रक्रिया, आराखडे तयार करणे, कामाची अंमलबजावणी केली जाईल. उमेद मॉलची देखभाल व दुरुस्ती जिल्हा परिषदेमार्फत केली जाणार आहे. <box>1089 1986 1271 2178</box>
color-dots-icon <box>892 2356 982 2385</box>
nse-value: 24,821.10 (140.20) <box>51 104 198 120</box>
euro-label: युरो <box>171 179 193 198</box>
dollar-label: डॉलर <box>173 146 205 165</box>
dollar-block <box>45 138 269 170</box>
color-dots-icon <box>178 2356 269 2385</box>
fast-news-title: १२ ठिकाणी ईडीचे छापे <box>53 1014 233 1041</box>
arrow-up-icon: ⬆ <box>51 31 64 49</box>
fast-news-text: पुणे : वन्यजीव प्राण्यांनी आपला मोर्चा शहराकडे वळवल्याचे पाहायला मिळत आहे. गेल्या काही महिन्यांत वर्षात बिबट्या आणि वाघ यांसारख्या हिंस्र प्राण्यांचाही नागरी वस्तीत वावर झाल्याचे दिसून आले. अनेकदा या बिबट्यांना पकडण्यासाठी वन विभागाच्या पथकाने शर्थीचे प्रयत्न केले आहेत. मात्र, अद्यापही शहरात किंवा नागरी वस्तीत बिबट्याचा वावर होत असल्याने नागरिकांमध्ये भीतीचे वातावरण आहे. आतापर्यंत हल्ल्यात काही जणांचा बळीही गेला आहे. <box>53 1275 261 1451</box>
masthead-logo: एकमत <box>281 84 583 233</box>
article-body: वादग्रस्त वक्तव्ये व विधानसभेत मोबाईलवर पत्ते खेळतानाची चित्रफित बाहेर आल्याने गोत्यात आलेल्या कृषिमंत्री माणिकराव कोकाटे यांनी आज पक्षाध्यक्ष व उपमुख्यमंत्री अजित पवार यांची भेट घेतली. अजित पवार यांनी त्यांची कानउघाडणी केल्यानंतर माणिकराव कोकाटे यांनी दिलगिरी व्यक्त केली. पुन्हा अशी चूक होणार नाही, अशी हमी दिली. या भेटीनंतर कोकाटे मंत्रिमंडळ बैठकीला हजर राहिल्याने त्यांचे मंत्रिपद वाचणार; पण काही दिवसांनी कृषी खाते काढले जाईल, अशी चर्चा आहे. कोकाटे यांच्या राजीनाम्यासाठी विरोधकांबरोबरच छावा संघटनेचाही मोठा दबाव होता. त्यामुळे आज अजित पवार काय निर्णय घेणार, याकडे सर्वांचे लक्ष लागले होते. <box>695 1665 1059 1800</box>
lead-subhead: ऑपरेशन सिंदूरवरून राहुल गांधी, प्रियंका यांचा सरकारवर हल्लाबोल <box>310 436 1129 477</box>
fast-news-title: प्रलयची चाचणी <box>53 617 174 643</box>
continued-link[interactable]: ▪ पान ५ वर <box>1212 914 1265 928</box>
continued-link[interactable]: ▪ पान ५ वर <box>615 1817 667 1831</box>
fast-news-text: रत्नागिरी : मुंबई-गोवा महामार्गावरील हातखंबा येथे एलपीजी गॅस वाहून नेणाऱ्या टँकरला अपघात झाला. पुलावरून टँकर खाली कोसळला. या अपघातानंतर गॅस टँकरमधून लिक झाला. घटनेची माहिती मिळताच अपघातानंतर एमआयडीसीच्या रेस्क्यू टीमने गॅस गळती तात्पुरती थांबविली. सोबतच जवळच्या नागरिकांना प्रशासनाने सुरक्षितस्थळी हलवले. या घटनेमुळे मुंबई-गोवा महामार्गावरची वाहतूक ठप्प झाली. प्रवाशांना पर्यायी मार्गाचा वापर करण्याच्या सूचना देण्यात आल्या. <box>53 1744 261 1921</box>
kadam-box-title: राज्यमंत्र्यांची हकालपट्टी करा, परब यांची मागणी <box>1288 1663 1471 1719</box>
ad-line: अत्यंत जवळ १४३७५ स्क्वे. फूट कार्पेट एरिया <box>1176 114 1404 131</box>
founder-line: संस्थापक : विलासराव देशमुख <box>868 242 1016 257</box>
priyanka-headline: ट्रम्प यांची घोषणा, पंतप्रधानांचे अपयश <box>565 518 719 572</box>
arrow-up-icon: ⬆ <box>51 84 64 102</box>
dateline: मुंबई : प्रतिनिधी <box>1288 1925 1472 1957</box>
fast-news-item <box>53 1464 261 1697</box>
bse-building-icon <box>208 45 264 76</box>
panchayat-box1: १९०० पुरस्कार देणार, मंत्रिमंडळाचा निर्णय <box>285 1306 467 1369</box>
fast-news-item <box>53 1238 261 1454</box>
gold-24k: 24K ₹ 99,850 <box>45 231 269 264</box>
lead-headline: ट्रम्प खोटे बोलतात, हे जाहीरपणे सांगा <box>287 326 1265 418</box>
